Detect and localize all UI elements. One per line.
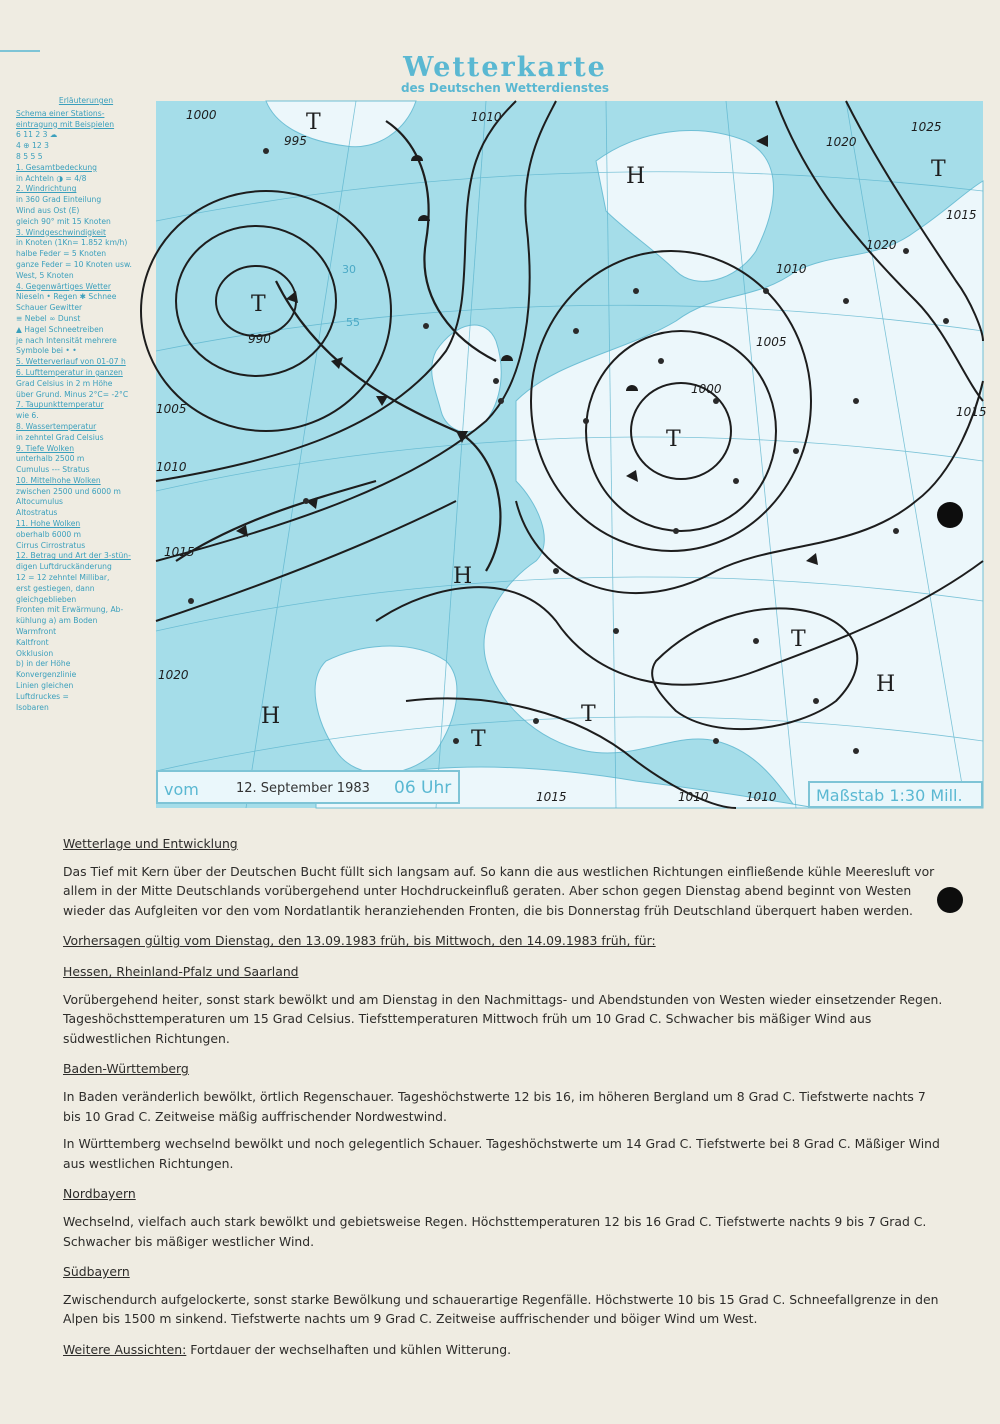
pressure-label: 1020 [158, 668, 189, 682]
station-dot [423, 323, 429, 329]
legend-line: 9. Tiefe Wolken [16, 443, 75, 453]
pressure-label: 1005 [756, 335, 787, 349]
pressure-label: 1020 [866, 238, 897, 252]
pressure-label: 1010 [678, 790, 709, 804]
region-text: In Württemberg wechselnd bewölkt und noch gelegentlich Schauer. Tageshöchstwerte um 14 Grad C. Tiefstwerte bei 8 Grad C. Mäßiger Wind aus westlichen Richtungen. [63, 1136, 940, 1171]
legend-line: Altostratus [16, 508, 58, 518]
legend-line: 7. Taupunkttemperatur [16, 400, 104, 410]
weather-map [156, 101, 987, 808]
station-dot [753, 638, 759, 644]
legend-line: 4. Gegenwärtiges Wetter [16, 281, 111, 291]
station-dot [793, 448, 799, 454]
station-dot [853, 748, 859, 754]
legend-line: 2. Windrichtung [16, 184, 77, 194]
low-center: T [581, 702, 596, 727]
pressure-label: 1015 [946, 208, 977, 222]
pressure-label: 990 [248, 332, 271, 346]
station-dot [498, 398, 504, 404]
pressure-label: 1010 [471, 110, 502, 124]
legend-line: Isobaren [16, 702, 49, 712]
legend-line: in Knoten (1Kn= 1.852 km/h) [16, 238, 128, 248]
pressure-label: 1000 [691, 382, 722, 396]
station-dot [533, 718, 539, 724]
region-heading: Nordbayern [63, 1186, 136, 1202]
legend-line: je nach Intensität mehrere [16, 335, 117, 345]
map-scale-box [808, 781, 983, 808]
legend-line: Warmfront [16, 627, 57, 637]
land-iberia [315, 646, 457, 774]
legend-line: 8 5 5 5 [16, 151, 43, 161]
station-dot [453, 738, 459, 744]
station-dot [573, 328, 579, 334]
legend-line: wie 6. [16, 411, 39, 421]
legend-line: gleich 90° mit 15 Knoten [16, 216, 111, 226]
cold-front [176, 481, 376, 561]
legend-line: gleichgeblieben [16, 594, 77, 604]
situation-heading: Wetterlage und Entwicklung [63, 836, 238, 851]
forecast-text [63, 834, 943, 1359]
region-heading: Baden-Württemberg [63, 1061, 189, 1077]
legend-line: 4 ⊕ 12 3 [16, 141, 49, 151]
legend-line: Luftdruckes = [16, 691, 69, 701]
low-center: T [791, 627, 806, 652]
region-block [63, 1262, 943, 1329]
legend-line: Fronten mit Erwärmung, Ab- [16, 605, 124, 615]
outlook-text: Fortdauer der wechselhaften und kühlen Witterung. [190, 1341, 512, 1357]
legend-line: in Achteln ◑ = 4/8 [16, 173, 87, 183]
page-subtitle: des Deutschen Wetterdienstes [400, 81, 610, 95]
legend-line: 5. Wetterverlauf von 01-07 h [16, 357, 126, 367]
cold-front-triangle [376, 396, 388, 406]
station-dot [903, 248, 909, 254]
legend-line: 3. Windgeschwindigkeit [16, 227, 106, 237]
station-dot [733, 478, 739, 484]
high-center: H [261, 704, 281, 729]
station-dot [713, 398, 719, 404]
map-hour: 06 Uhr [394, 778, 452, 798]
region-text: In Baden veränderlich bewölkt, örtlich Regenschauer. Tageshöchstwerte 12 bis 16, im höheren Bergland um 8 Grad C. Tiefstwerte nachts 7 bis 10 Grad C. Zeitweise mäßig auffrischender Nordwestwind. [63, 1088, 926, 1124]
legend-line: erst gestiegen, dann [16, 583, 95, 593]
legend-line: kühlung a) am Boden [16, 616, 98, 626]
region-text: Zwischendurch aufgelockerte, sonst starke Bewölkung und schauerartige Regenfälle. Höchstwerte 10 bis 15 Grad C. Schneefallgrenze in den Alpen bis 1500 m sinkend. Tiefstwerte nachts um 9 Grad C. Zeitweise auffrischender und böiger Wind um West. [63, 1291, 939, 1327]
station-dot [553, 568, 559, 574]
cold-front-triangle [756, 135, 768, 147]
latitude-labels [342, 263, 360, 329]
legend-line: Symbole bei • • [16, 346, 77, 356]
corner-mark [0, 50, 40, 52]
pressure-label: 1015 [164, 545, 195, 559]
station-dot [613, 628, 619, 634]
pressure-label: 995 [284, 134, 307, 148]
land-masses [266, 101, 983, 808]
situation-text: Das Tief mit Kern über der Deutschen Bucht füllt sich langsam auf. So kann die aus westlichen Richtungen einfließende kühle Meeresluft vor allem in der Mitte Deutschlands vorübergehend unter Hochdruckeinfluß geraten. Aber schon gegen Dienstag abend beginnt von Westen wieder das Aufgleiten vor den vom Nordatlantik heranziehenden Fronten, die bis Donnerstag früh Deutschland überquert haben werden. [63, 863, 935, 918]
legend-line: 12. Betrag und Art der 3-stün- [16, 551, 131, 561]
high-center: H [626, 164, 646, 189]
station-dot [713, 738, 719, 744]
legend-line: Altocumulus [16, 497, 64, 507]
legend-line: unterhalb 2500 m [16, 454, 85, 464]
region-block [63, 1059, 943, 1173]
legend-line: ▲ Hagel Schneetreiben [16, 324, 104, 334]
legend-line: 12 = 12 zehntel Millibar, [16, 573, 110, 583]
legend-line: 8. Wassertemperatur [16, 421, 97, 431]
pressure-label: 1000 [186, 108, 217, 122]
legend-line: Wind aus Ost (E) [16, 205, 80, 215]
station-dot [583, 418, 589, 424]
high-center: H [453, 564, 473, 589]
station-dot [188, 598, 194, 604]
occlusion-front [386, 121, 496, 361]
legend-line: eintragung mit Beispielen [16, 119, 115, 129]
station-dot [763, 288, 769, 294]
outlook [63, 1340, 943, 1360]
legend-line: oberhalb 6000 m [16, 529, 82, 539]
legend-line: halbe Feder = 5 Knoten [16, 249, 107, 259]
pressure-label: 1010 [746, 790, 777, 804]
legend-line: zwischen 2500 und 6000 m [16, 486, 121, 496]
latitude-label: 30 [342, 263, 356, 276]
station-dot [943, 318, 949, 324]
map-date: 12. September 1983 [236, 781, 370, 796]
legend-line: Cumulus --- Stratus [16, 465, 90, 475]
station-dot [263, 148, 269, 154]
station-dot [633, 288, 639, 294]
map-date-prefix: vom [164, 780, 199, 799]
punch-hole [937, 502, 963, 528]
isobar [156, 101, 556, 561]
pressure-label: 1005 [156, 402, 187, 416]
legend-line: digen Luftdruckänderung [16, 562, 112, 572]
legend-line: in zehntel Grad Celsius [16, 432, 104, 442]
region-block [63, 1184, 943, 1251]
legend-line: Schema einer Stations- [16, 108, 105, 118]
latitude-label: 55 [346, 316, 360, 329]
legend-line: Linien gleichen [16, 681, 74, 691]
warm-front-semicircle [411, 155, 423, 161]
outlook-heading: Weitere Aussichten: [63, 1341, 187, 1357]
header [320, 52, 690, 95]
pressure-label: 1025 [911, 120, 942, 134]
pressure-label: 1020 [826, 135, 857, 149]
page-title: Wetterkarte [403, 52, 607, 83]
pressure-label: 1015 [536, 790, 567, 804]
low-center: T [931, 157, 946, 182]
legend-line: 11. Hohe Wolken [16, 519, 81, 529]
legend-line: Kaltfront [16, 637, 49, 647]
pressure-label: 1010 [776, 262, 807, 276]
legend-lines [16, 109, 156, 714]
legend-line: 10. Mittelhohe Wolken [16, 475, 101, 485]
pressure-label: 1015 [956, 405, 987, 419]
station-dot [843, 298, 849, 304]
legend-line: Grad Celsius in 2 m Höhe [16, 378, 113, 388]
legend-line: Okklusion [16, 648, 54, 658]
region-heading: Hessen, Rheinland-Pfalz und Saarland [63, 963, 299, 979]
low-center: T [306, 110, 321, 135]
legend-line: West, 5 Knoten [16, 270, 74, 280]
legend-line: Nieseln • Regen ✱ Schnee [16, 292, 117, 302]
station-dot [893, 528, 899, 534]
land-europe [484, 181, 983, 808]
map-scale: Maßstab 1:30 Mill. [816, 786, 963, 805]
legend-line: 1. Gesamtbedeckung [16, 162, 97, 172]
station-dot [813, 698, 819, 704]
region-heading: Südbayern [63, 1264, 130, 1280]
warm-front-semicircle [501, 355, 513, 361]
low-center: T [471, 727, 486, 752]
low-center: T [251, 292, 266, 317]
region-text: Wechselnd, vielfach auch stark bewölkt und gebietsweise Regen. Höchsttemperaturen 12 bis 16 Grad C. Tiefstwerte nachts 9 bis 7 Grad C. Schwacher bis mäßiger westlicher Wind. [63, 1213, 927, 1249]
map-date-box [156, 770, 460, 804]
pressure-label: 1010 [156, 460, 187, 474]
forecast-heading: Vorhersagen gültig vom Dienstag, den 13.09.1983 früh, bis Mittwoch, den 14.09.1983 früh, für: [63, 933, 656, 949]
legend-line: 6. Lufttemperatur in ganzen [16, 367, 123, 377]
legend-line: ganze Feder = 10 Knoten usw. [16, 259, 132, 269]
low-center: T [666, 427, 681, 452]
station-dot [493, 378, 499, 384]
station-dot [853, 398, 859, 404]
legend-line: Cirrus Cirrostratus [16, 540, 86, 550]
station-dot [673, 528, 679, 534]
high-center: H [876, 672, 896, 697]
land-scandinavia [596, 131, 774, 282]
station-dot [658, 358, 664, 364]
legend-line: in 360 Grad Einteilung [16, 195, 102, 205]
legend-line: Konvergenzlinie [16, 670, 77, 680]
legend-line: Schauer Gewitter [16, 303, 83, 313]
region-text: Vorübergehend heiter, sonst stark bewölkt und am Dienstag in den Nachmittags- und Abendstunden von Westen wieder einsetzender Regen. Tageshöchsttemperaturen um 15 Grad Celsius. Tiefsttemperaturen Mittwoch früh um 10 Grad C. Schwacher bis mäßiger Wind aus südwestlichen Richtungen. [63, 991, 943, 1046]
region-block [63, 962, 943, 1048]
legend-line: 6 11 2 3 ☁ [16, 130, 58, 140]
legend-line: über Grund. Minus 2°C= -2°C [16, 389, 129, 399]
legend-heading: Erläuterungen [58, 96, 114, 105]
legend-line: ≡ Nebel ∞ Dunst [16, 313, 81, 323]
legend [16, 96, 156, 713]
station-dot [303, 498, 309, 504]
legend-line: b) in der Höhe [16, 659, 71, 669]
weather-map-svg [156, 101, 987, 808]
